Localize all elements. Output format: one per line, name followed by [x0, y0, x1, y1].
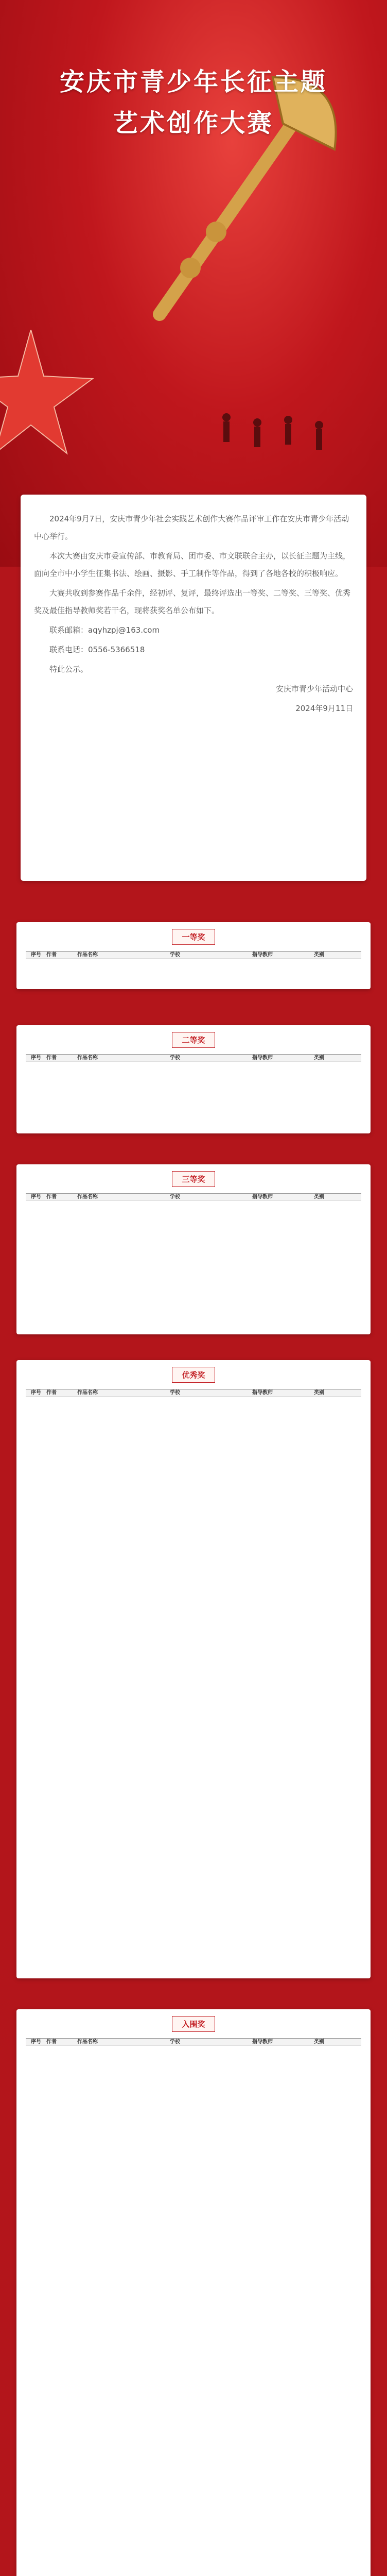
table-header-row: [26, 1194, 361, 1201]
intro-paragraph: 特此公示。: [49, 665, 89, 674]
col-header: 类别: [314, 2039, 324, 2045]
prize-label: 入围奖: [172, 2016, 215, 2032]
col-header: 指导教师: [252, 1194, 273, 1200]
col-header: 序号: [31, 2039, 41, 2045]
col-header: 作者: [46, 1194, 57, 1200]
marching-soldiers-icon: [216, 407, 350, 469]
red-star-icon: [0, 330, 118, 484]
col-header: 序号: [31, 952, 41, 958]
prize-card-excellent: [16, 1360, 371, 1978]
col-header: 类别: [314, 1390, 324, 1396]
prize-table: [26, 2038, 361, 2046]
table-header-row: [26, 1389, 361, 1397]
prize-table: [26, 1389, 361, 1397]
col-header: 类别: [314, 1194, 324, 1200]
col-header: 序号: [31, 1055, 41, 1061]
hero-title-line2: 艺术创作大赛: [113, 109, 274, 138]
col-header: 指导教师: [252, 1390, 273, 1396]
prize-card-shortlist: [16, 2009, 371, 2576]
col-header: 学校: [170, 1055, 180, 1061]
table-header-row: [26, 2039, 361, 2046]
col-header: 作品名称: [77, 952, 98, 958]
table-header-row: [26, 952, 361, 959]
col-header: 学校: [170, 1194, 180, 1200]
col-header: 学校: [170, 2039, 180, 2045]
col-header: 作品名称: [77, 2039, 98, 2045]
col-header: 学校: [170, 1390, 180, 1396]
hero-title-line1: 安庆市青少年长征主题: [59, 67, 327, 96]
col-header: 指导教师: [252, 952, 273, 958]
col-header: 指导教师: [252, 2039, 273, 2045]
intro-paragraph: 2024年9月7日，安庆市青少年社会实践艺术创作大赛作品评审工作在安庆市青少年活动中心举行。: [34, 514, 349, 541]
col-header: 作品名称: [77, 1055, 98, 1061]
prize-card-third: [16, 1164, 371, 1334]
prize-label: 二等奖: [172, 1032, 215, 1048]
prize-table: [26, 1193, 361, 1201]
contact-phone: 联系电话：0556-5366518: [49, 645, 145, 654]
col-header: 作者: [46, 2039, 57, 2045]
col-header: 序号: [31, 1194, 41, 1200]
col-header: 类别: [314, 1055, 324, 1061]
col-header: 作者: [46, 1055, 57, 1061]
prize-table: [26, 1054, 361, 1062]
col-header: 类别: [314, 952, 324, 958]
col-header: 序号: [31, 1390, 41, 1396]
contact-email[interactable]: 联系邮箱：aqyhzpj@163.com: [49, 625, 160, 635]
prize-label: 三等奖: [172, 1171, 215, 1187]
col-header: 指导教师: [252, 1055, 273, 1061]
table-header-row: [26, 1055, 361, 1062]
hero-banner: [0, 0, 387, 567]
col-header: 作品名称: [77, 1194, 98, 1200]
prize-card-first: [16, 922, 371, 989]
prize-label: 一等奖: [172, 929, 215, 945]
prize-table: [26, 951, 361, 959]
intro-paragraph: 大赛共收到参赛作品千余件，经初评、复评，最终评选出一等奖、二等奖、三等奖、优秀奖及最佳指导教师奖若干名，现将获奖名单公布如下。: [34, 588, 351, 615]
col-header: 作者: [46, 1390, 57, 1396]
intro-paragraph: 本次大赛由安庆市委宣传部、市教育局、团市委、市文联联合主办，以长征主题为主线，面向全市中小学生征集书法、绘画、摄影、手工制作等作品，得到了各地各校的积极响应。: [34, 551, 351, 578]
col-header: 作者: [46, 952, 57, 958]
intro-card: [21, 495, 366, 881]
col-header: 学校: [170, 952, 180, 958]
prize-label: 优秀奖: [172, 1367, 215, 1383]
prize-card-second: [16, 1025, 371, 1133]
signoff-date: 2024年9月11日: [295, 704, 353, 713]
signoff-org: 安庆市青少年活动中心: [275, 684, 353, 693]
col-header: 作品名称: [77, 1390, 98, 1396]
